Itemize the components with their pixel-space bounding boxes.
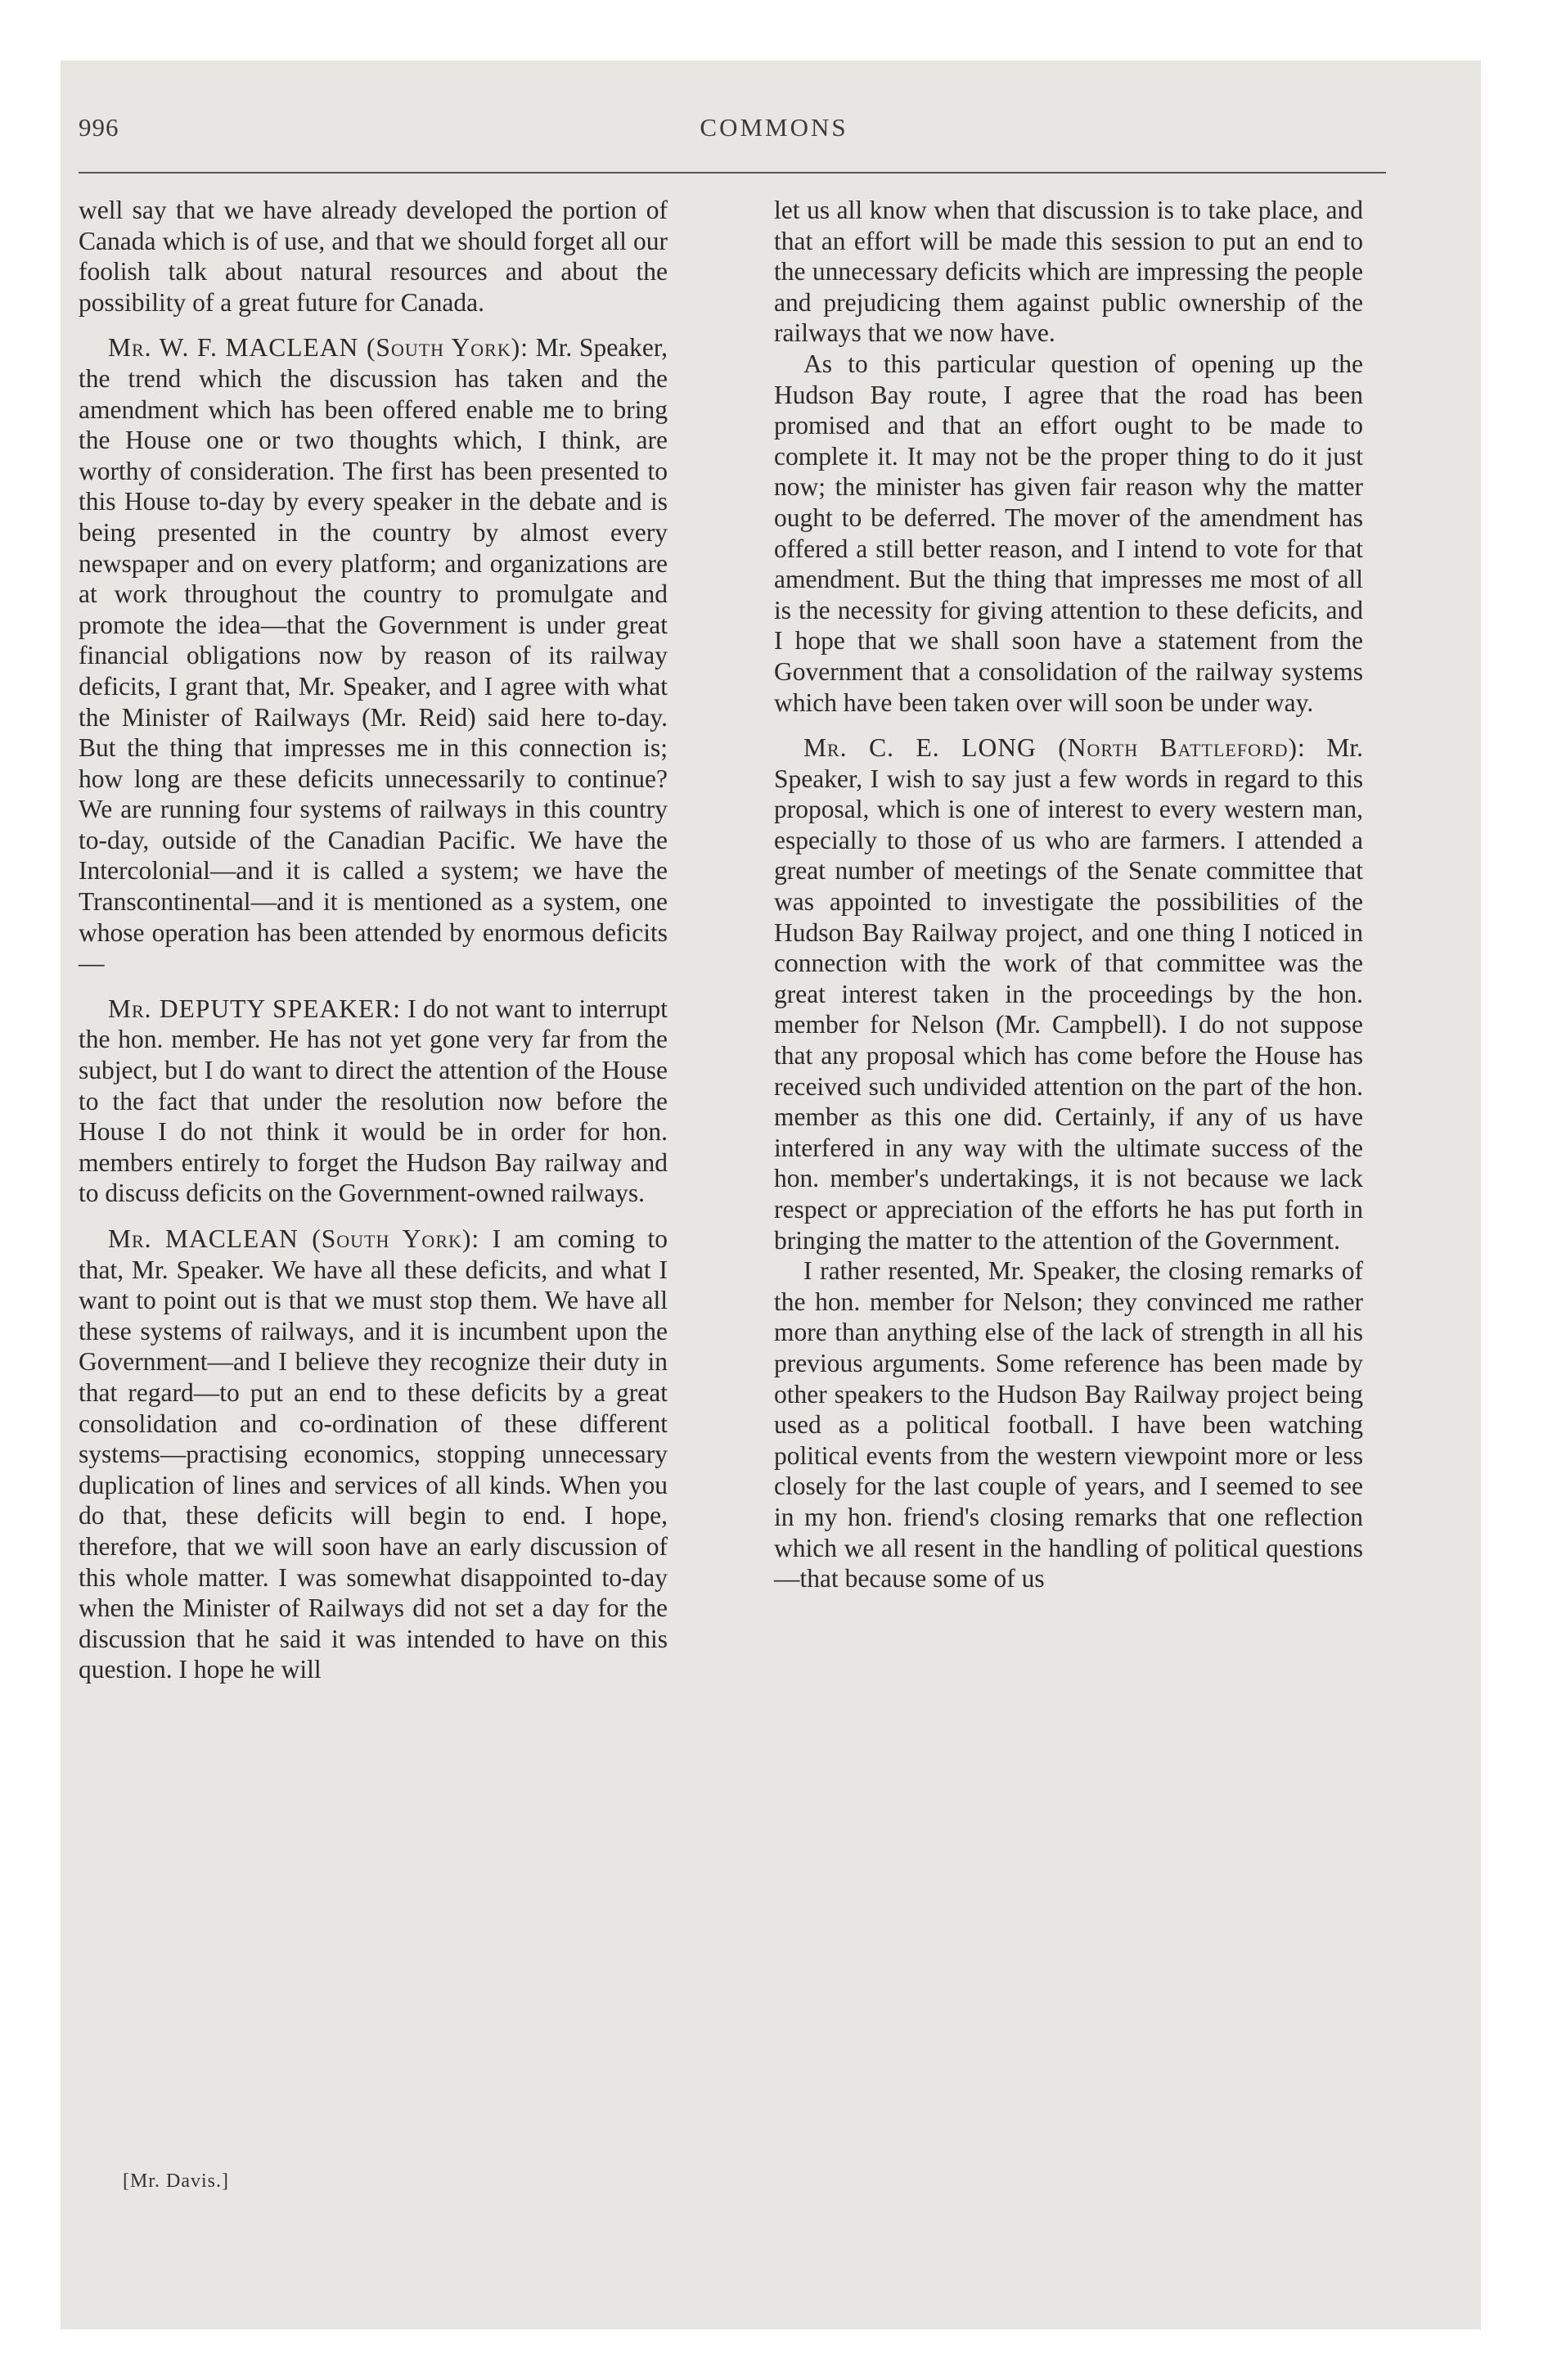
speech-text: I do not want to interrupt the hon. member. He has not yet gone very far from the subject, but I do want to direct the attention of the House to the fact that under the resolution now before the House I do not think it would be in order for hon. members entirely to forget the Hudson Bay railway and to discuss deficits on the Government-owned railways. <box>79 994 668 1208</box>
speech-text: Mr. Speaker, the trend which the discussion has taken and the amendment which has been offered enable me to bring the House one or two thoughts which, I think, are worthy of consideration. The first has been presented to this House to-day by every speaker in the debate and is being presented in the country by almost every newspaper and on every platform; and organizations are at work throughout the country to promulgate and promote the idea—that the Government is under great financial obligations now by reason of its railway deficits, I grant that, Mr. Speaker, and I agree with what the Minister of Railways (Mr. Reid) said here to-day. But the thing that impresses me in this connection is; how long are these deficits unnecessarily to continue? We are running four systems of railways in this country to-day, outside of the Canadian Pacific. We have the Intercolonial—and it is called a system; we have the Transcontinental—and it is mentioned as a system, one whose operation has been attended by enormous deficits— <box>79 333 668 978</box>
left-column <box>79 195 668 1685</box>
page-number: 996 <box>79 113 119 142</box>
paragraph: I rather resented, Mr. Speaker, the closing remarks of the hon. member for Nelson; they convinced me rather more than anything else of the lack of strength in all his previous arguments. Some reference has been made by other speakers to the Hudson Bay Railway project being used as a political football. I have been watching political events from the western viewpoint more or less closely for the last couple of years, and I seemed to see in my hon. friend's closing remarks that one reflection which we all resent in the handling of political questions—that because some of us <box>774 1256 1363 1593</box>
speech-text: Mr. Speaker, I wish to say just a few words in regard to this proposal, which is one of interest to every western man, especially to those of us who are farmers. I attended a great number of meetings of the Senate committee that was appointed to investigate the possibilities of the Hudson Bay Railway project, and one thing I noticed in connection with the work of that committee was the great interest taken in the proceedings by the hon. member for Nelson (Mr. Campbell). I do not suppose that any proposal which has come before the House has received such undivided attention on the part of the hon. member as this one did. Certainly, if any of us have interfered in any way with the ultimate success of the hon. member's undertakings, it is not because we lack respect or appreciation of the efforts he has put forth in bringing the matter to the attention of the Government. <box>774 733 1363 1255</box>
right-column <box>774 195 1363 1594</box>
speaker-name: Mr. W. F. MACLEAN (South York): <box>108 333 529 363</box>
speaker-name: Mr. DEPUTY SPEAKER: <box>108 994 401 1023</box>
paragraph: As to this particular question of opening up the Hudson Bay route, I agree that the road has been promised and that an effort ought to be made to complete it. It may not be the proper thing to do it just now; the minister has given fair reason why the matter ought to be deferred. The mover of the amendment has offered a still better reason, and I intend to vote for that amendment. But the thing that impresses me most of all is the necessity for giving attention to these deficits, and I hope that we shall soon have a statement from the Government that a consolidation of the railway systems which have been taken over will soon be under way. <box>774 349 1363 717</box>
speech-maclean-2 <box>79 1224 668 1685</box>
speech-deputy-speaker <box>79 994 668 1209</box>
paragraph-continuation: let us all know when that discussion is to take place, and that an effort will be made this session to put an end to the unnecessary deficits which are impressing the people and prejudicing them against public ownership of the railways that we now have. <box>774 196 1363 348</box>
speaker-name: Mr. C. E. LONG (North Battleford): <box>803 733 1306 763</box>
page-title: COMMONS <box>700 113 848 142</box>
header-rule <box>79 172 1386 174</box>
speaker-name: Mr. MACLEAN (South York): <box>108 1224 480 1253</box>
speech-long <box>774 732 1363 1255</box>
paragraph-continuation: well say that we have already developed the portion of Canada which is of use, and that we should forget all our foolish talk about natural resources and about the possibility of a great future for Canada. <box>79 196 668 317</box>
speech-maclean-1 <box>79 332 668 978</box>
speech-text: I am coming to that, Mr. Speaker. We have all these deficits, and what I want to point out is that we must stop them. We have all these systems of railways, and it is incumbent upon the Government—and I believe they recognize their duty in that regard—to put an end to these deficits by a great consolidation and co-ordination of these different systems—practising economics, stopping unnecessary duplication of lines and services of all kinds. When you do that, these deficits will begin to end. I hope, therefore, that we will soon have an early discussion of this whole matter. I was somewhat disappointed to-day when the Minister of Railways did not set a day for the discussion that he said it was intended to have on this question. I hope he will <box>79 1224 668 1684</box>
footer-speaker-reference: [Mr. Davis.] <box>123 2170 229 2192</box>
